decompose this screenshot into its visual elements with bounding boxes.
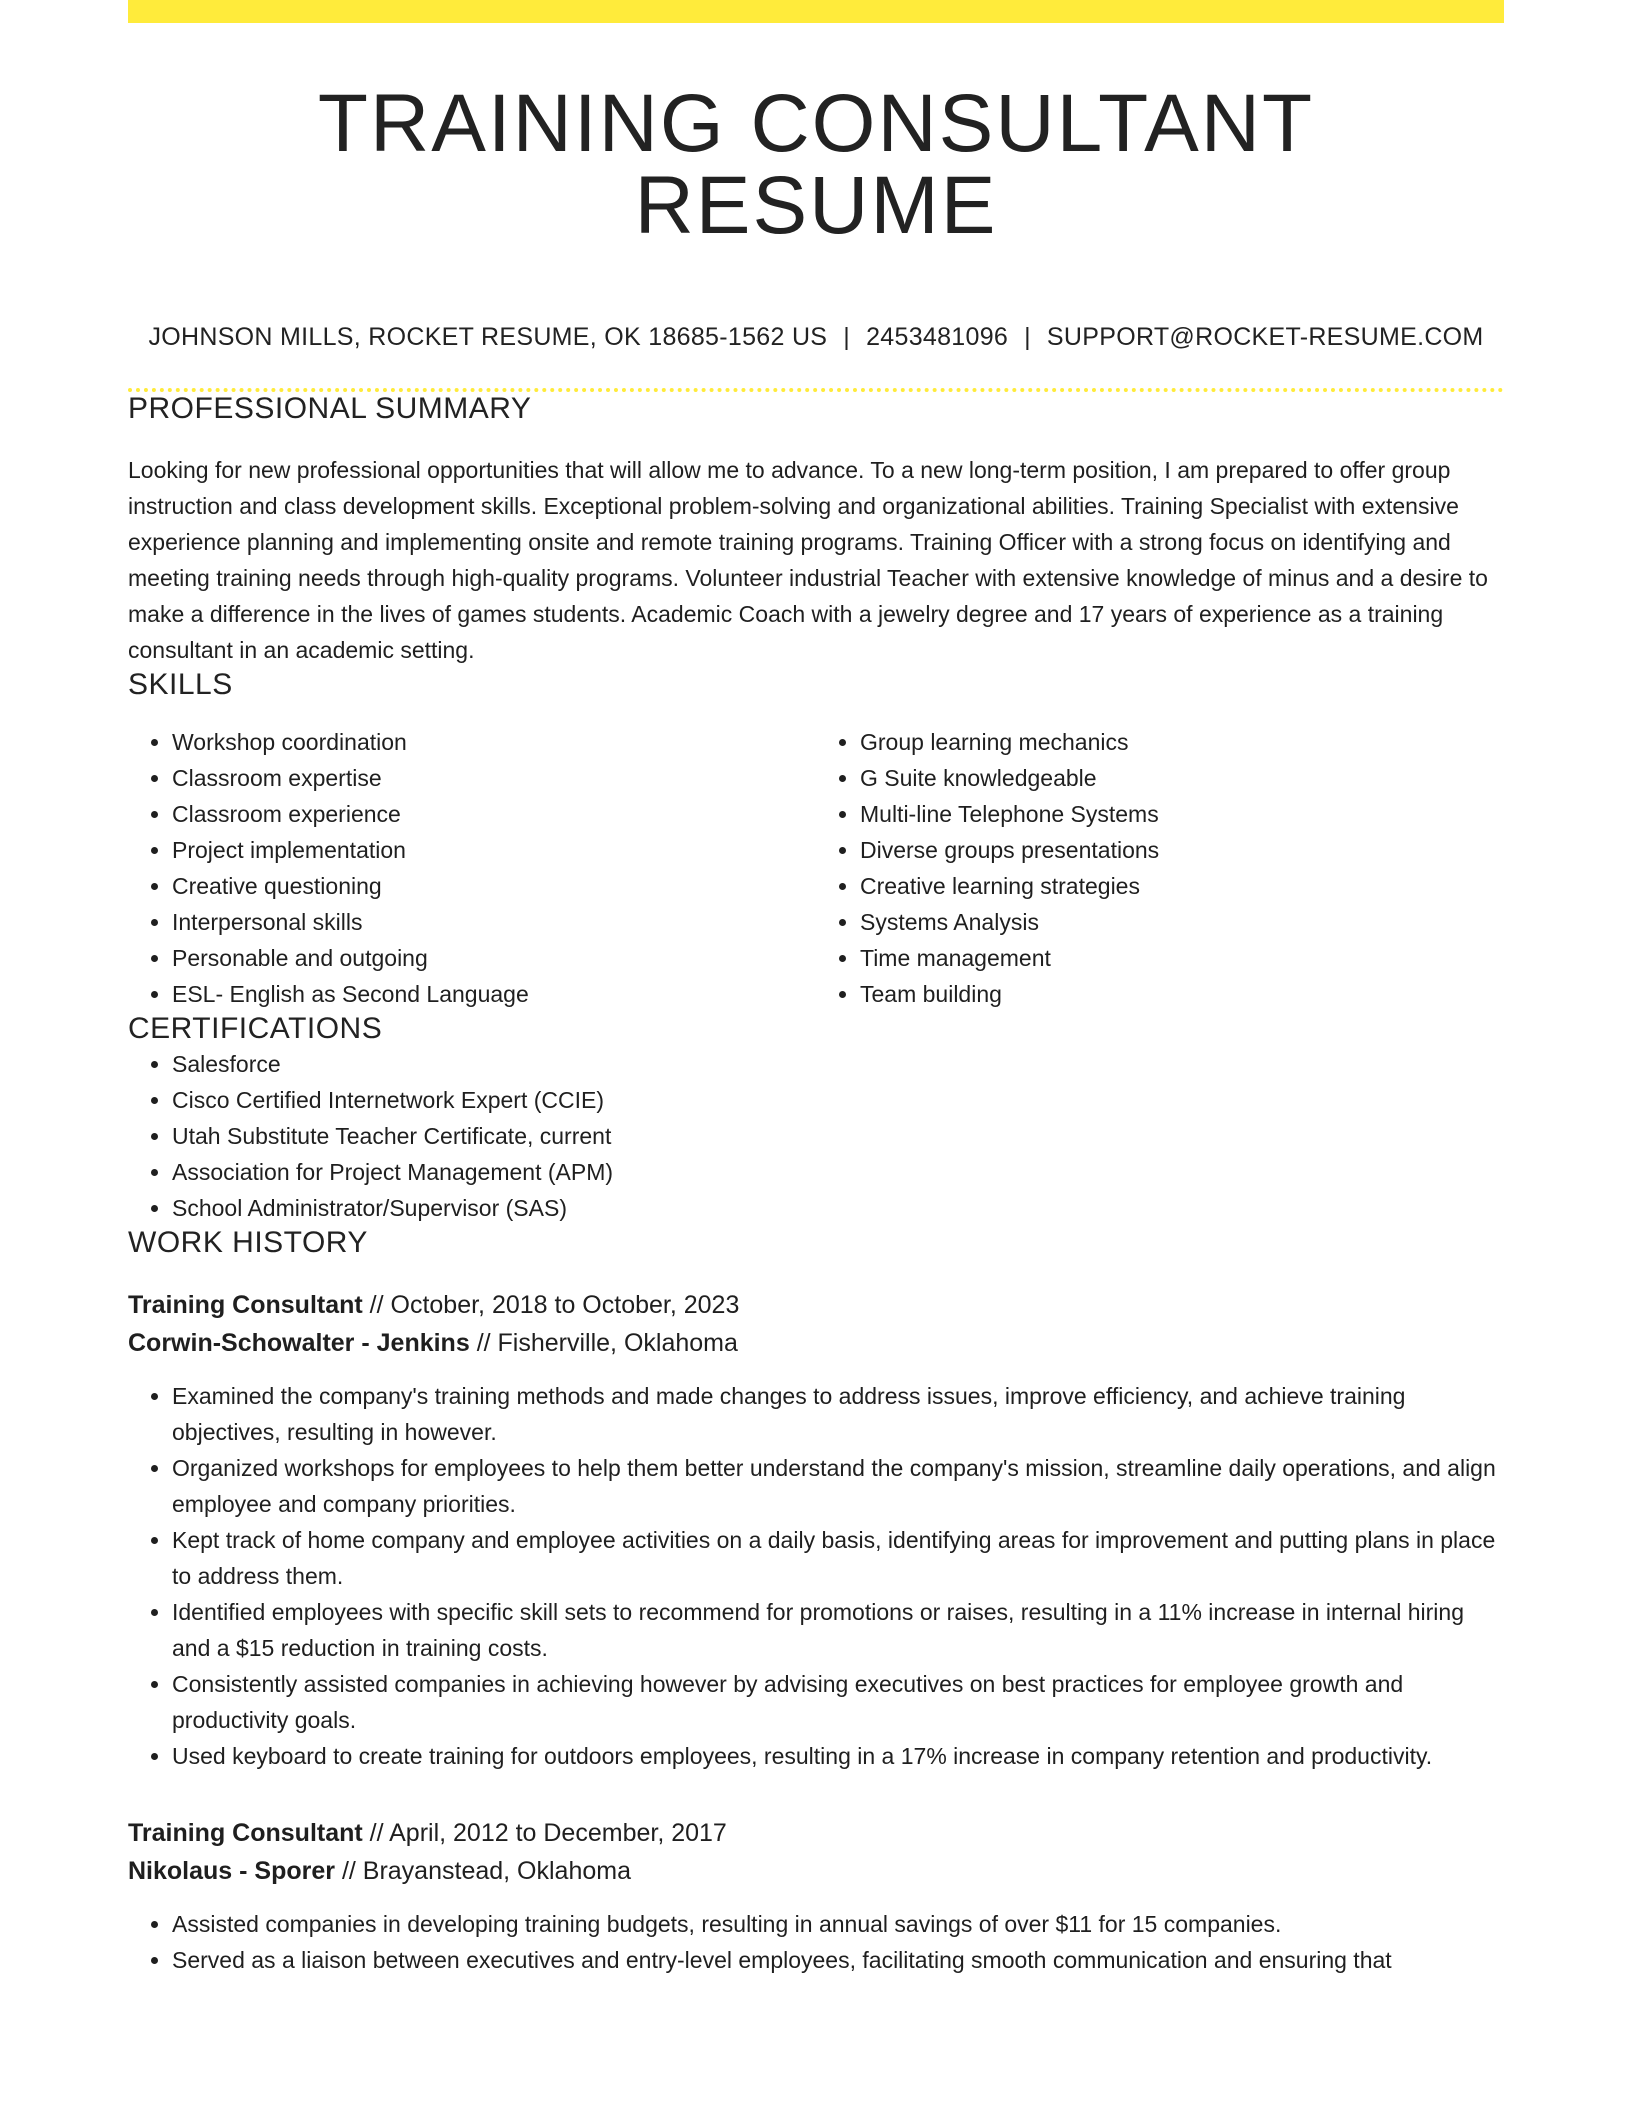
skill-item: • Team building	[860, 976, 1504, 1012]
certification-item: • Utah Substitute Teacher Certificate, current	[172, 1118, 1504, 1154]
job-bullet: • Organized workshops for employees to help them better understand the company's mission, streamline daily operations, and align employee and company priorities.	[172, 1450, 1504, 1522]
certifications-list	[128, 1046, 1504, 1226]
job-role: Training Consultant	[128, 1291, 363, 1319]
skill-item: • ESL- English as Second Language	[172, 976, 816, 1012]
job-role: Training Consultant	[128, 1819, 363, 1847]
skill-item: • Creative learning strategies	[860, 868, 1504, 904]
skill-item: • Workshop coordination	[172, 724, 816, 760]
job-company: Nikolaus - Sporer	[128, 1857, 335, 1885]
job-bullet: • Kept track of home company and employee activities on a daily basis, identifying areas for improvement and putting plans in place to address them.	[172, 1522, 1504, 1594]
skills-list-right	[816, 724, 1504, 1012]
certification-item: • School Administrator/Supervisor (SAS)	[172, 1190, 1504, 1226]
resume-page	[128, 0, 1504, 1978]
resume-title: TRAINING CONSULTANT RESUME	[317, 78, 1315, 251]
summary-text: Looking for new professional opportunities that will allow me to advance. To a new long-term position, I am prepared to offer group instruction and class development skills. Exceptional problem-solving and organizational abilities. Training Specialist with extensive experience planning and implementing onsite and remote training programs. Training Officer with a strong focus on identifying and meeting training needs through high-quality programs. Volunteer industrial Teacher with extensive knowledge of minus and a desire to make a difference in the lives of games students. Academic Coach with a jewelry degree and 17 years of experience as a training consultant in an academic setting.	[128, 457, 1488, 663]
job-bullet: • Served as a liaison between executives and entry-level employees, facilitating smooth communication and ensuring that	[172, 1942, 1504, 1978]
skill-item: • Classroom experience	[172, 796, 816, 832]
skill-item: • Personable and outgoing	[172, 940, 816, 976]
skill-item: • Interpersonal skills	[172, 904, 816, 940]
contact-email: SUPPORT@ROCKET-RESUME.COM	[1046, 323, 1484, 351]
contact-line	[128, 323, 1504, 352]
job-bullets	[128, 1378, 1504, 1774]
job-bullet: • Used keyboard to create training for outdoors employees, resulting in a 17% increase in company retention and productivity.	[172, 1738, 1504, 1774]
job-bullets	[128, 1906, 1504, 1978]
certification-item: • Salesforce	[172, 1046, 1504, 1082]
job-dates: // April, 2012 to December, 2017	[362, 1819, 727, 1847]
skill-item: • Multi-line Telephone Systems	[860, 796, 1504, 832]
skills-list-left	[128, 724, 816, 1012]
job-bullet: • Consistently assisted companies in achieving however by advising executives on best practices for employee growth and productivity goals.	[172, 1666, 1504, 1738]
skills-columns	[128, 724, 1504, 1012]
job-company: Corwin-Schowalter - Jenkins	[128, 1329, 470, 1357]
job-entry	[128, 1814, 1504, 1978]
job-location: // Brayanstead, Oklahoma	[335, 1857, 631, 1885]
contact-separator: |	[843, 323, 851, 351]
skill-item: • Classroom expertise	[172, 760, 816, 796]
contact-address: JOHNSON MILLS, ROCKET RESUME, OK 18685-1562 US	[148, 323, 828, 351]
skill-item: • Diverse groups presentations	[860, 832, 1504, 868]
skill-item: • Project implementation	[172, 832, 816, 868]
skill-item: • Group learning mechanics	[860, 724, 1504, 760]
skill-item: • G Suite knowledgeable	[860, 760, 1504, 796]
job-company-line	[128, 1324, 1504, 1362]
job-role-line	[128, 1286, 1504, 1324]
skill-item: • Creative questioning	[172, 868, 816, 904]
contact-separator: |	[1024, 323, 1031, 351]
skills-heading: SKILLS	[128, 668, 233, 701]
certification-item: • Association for Project Management (APM)	[172, 1154, 1504, 1190]
skill-item: • Time management	[860, 940, 1504, 976]
job-company-line	[128, 1852, 1504, 1890]
job-entry	[128, 1286, 1504, 1774]
work-history-heading: WORK HISTORY	[128, 1226, 368, 1259]
summary-heading: PROFESSIONAL SUMMARY	[128, 392, 532, 425]
job-bullet: • Assisted companies in developing training budgets, resulting in annual savings of over $11 for 15 companies.	[172, 1906, 1504, 1942]
job-location: // Fisherville, Oklahoma	[469, 1329, 738, 1357]
contact-phone: 2453481096	[866, 323, 1009, 351]
top-accent-bar	[128, 0, 1504, 23]
job-bullet: • Identified employees with specific skill sets to recommend for promotions or raises, resulting in a 11% increase in internal hiring and a $15 reduction in training costs.	[172, 1594, 1504, 1666]
job-dates: // October, 2018 to October, 2023	[362, 1291, 740, 1319]
certification-item: • Cisco Certified Internetwork Expert (CCIE)	[172, 1082, 1504, 1118]
job-bullet: • Examined the company's training methods and made changes to address issues, improve efficiency, and achieve training objectives, resulting in however.	[172, 1378, 1504, 1450]
certifications-heading: CERTIFICATIONS	[128, 1012, 383, 1045]
skill-item: • Systems Analysis	[860, 904, 1504, 940]
job-role-line	[128, 1814, 1504, 1852]
